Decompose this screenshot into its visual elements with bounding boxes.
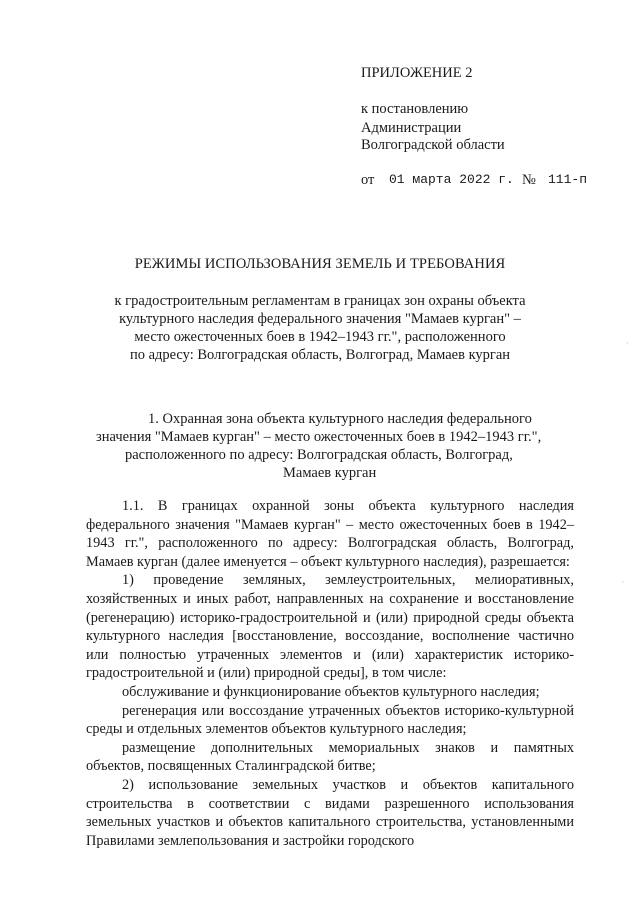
paragraph-item-2: 2) использование земельных участков и объектов капитального строительства в соответствии с видами разрешенного использования земельных участков и объектов капитального строительства, установленными Правилами землепользования и застройки городского xyxy=(86,776,574,849)
subtitle-line: место ожесточенных боев в 1942–1943 гг.", расположенного xyxy=(134,329,506,345)
subtitle-line: к градостроительным регламентам в границах зон охраны объекта xyxy=(114,293,526,309)
appendix-label: ПРИЛОЖЕНИЕ 2 xyxy=(361,65,473,81)
section-heading-line: расположенного по адресу: Волгоградская область, Волгоград, xyxy=(125,447,513,463)
scan-mark: , xyxy=(626,335,629,346)
paragraph-1-1: 1.1. В границах охранной зоны объекта культурного наследия федерального значения "Мамаев курган" – место ожесточенных боев в 1942–1943 гг.", расположенного по адресу: Волгоградская область, Волгоград, Мамаев курган (далее именуется – объект культурного наследия), разрешается: xyxy=(86,498,574,570)
number-prefix: № xyxy=(522,172,536,188)
scan-mark: ′ xyxy=(622,580,625,591)
section-heading-line: Мамаев курган xyxy=(283,465,377,481)
document-date: 01 марта 2022 г. xyxy=(389,172,514,187)
administration-ref: Администрации xyxy=(361,120,462,136)
document-title: РЕЖИМЫ ИСПОЛЬЗОВАНИЯ ЗЕМЕЛЬ И ТРЕБОВАНИЯ xyxy=(134,256,506,272)
date-prefix: от xyxy=(361,172,375,188)
document-number: 111-п xyxy=(548,172,588,187)
section-heading-line: значения "Мамаев курган" – место ожесточенных боев в 1942–1943 гг.", xyxy=(96,429,542,445)
section-heading-line: 1. Охранная зона объекта культурного наследия федерального xyxy=(148,411,532,427)
paragraph-regeneration: регенерация или воссоздание утраченных объектов историко-культурной среды и отдельных элементов объектов культурного наследия; xyxy=(86,702,574,738)
resolution-ref: к постановлению xyxy=(361,101,469,117)
subtitle-line: культурного наследия федерального значения "Мамаев курган" – xyxy=(119,311,521,327)
paragraph-maintenance: обслуживание и функционирование объектов культурного наследия; xyxy=(122,683,540,700)
region-ref: Волгоградской области xyxy=(361,137,505,153)
paragraph-memorial: размещение дополнительных мемориальных знаков и памятных объектов, посвященных Сталинградской битве; xyxy=(86,739,574,775)
body-text xyxy=(86,497,574,850)
subtitle-line: по адресу: Волгоградская область, Волгоград, Мамаев курган xyxy=(129,347,511,363)
paragraph-item-1: 1) проведение земляных, землеустроительных, мелиоративных, хозяйственных и иных работ, направленных на сохранение и восстановление (регенерацию) историко-градостроительной и (или) природной среды объекта культурного наследия [восстановление, воссоздание, восполнение частично или полностью утраченных элементов и (или) характеристик историко-градостроительной и (или) природной среды], в том числе: xyxy=(86,572,574,682)
